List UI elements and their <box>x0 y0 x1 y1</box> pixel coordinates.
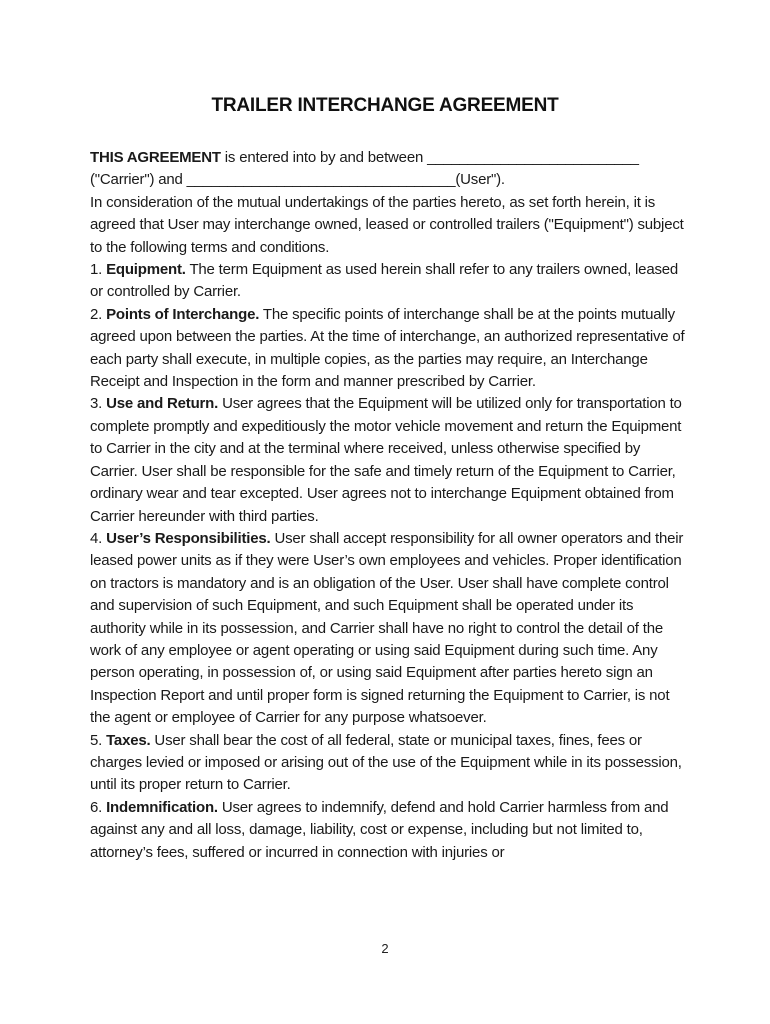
intro-paragraph <box>90 147 690 192</box>
section-users-responsibilities <box>90 528 690 730</box>
body-text: User shall bear the cost of all federal, state or municipal taxes, fines, fees or charges levied or imposed or arising out of the use of the Equipment while in its possession, until its proper return to Carrier. <box>90 731 682 794</box>
section-taxes <box>90 730 690 797</box>
user-name-blank[interactable]: _________________________________ <box>186 171 456 189</box>
section-heading: Use and Return. <box>106 395 219 413</box>
section-points-of-interchange <box>90 304 690 394</box>
consideration-paragraph <box>90 192 690 259</box>
section-number: 6. <box>90 798 107 816</box>
section-equipment <box>90 259 690 304</box>
body-text: User agrees to indemnify, defend and hold Carrier harmless from and against any and all loss, damage, liability, cost or expense, including but not limited to, attorney’s fees, suffered or incurred in connection with injuries or <box>90 798 669 861</box>
section-number: 3. <box>90 395 107 413</box>
section-number: 4. <box>90 529 107 547</box>
section-heading: User’s Responsibilities. <box>106 529 271 547</box>
page-number: 2 <box>381 941 389 956</box>
agreement-heading: THIS AGREEMENT <box>90 149 221 166</box>
section-number: 1. <box>90 261 107 279</box>
body-text: is entered into by and between <box>220 149 428 166</box>
body-text: The specific points of interchange shall be at the points mutually agreed upon between the parties. At the time of interchange, an authorized representative of each party shall execute, in multiple copies, as the parties may require, an Interchange Receipt and Inspection in the form and manner prescribed by Carrier. <box>90 305 685 391</box>
section-heading: Indemnification. <box>106 798 218 816</box>
section-number: 5. <box>90 731 107 749</box>
document-title: TRAILER INTERCHANGE AGREEMENT <box>211 95 559 116</box>
body-text: In consideration of the mutual undertakings of the parties hereto, as set forth herein, it is agreed that User may interchange owned, leased or controlled trailers ("Equipment") subject to the following terms and conditions. <box>90 193 684 256</box>
section-number: 2. <box>90 305 107 323</box>
body-text: ("Carrier") and <box>90 171 187 189</box>
section-indemnification <box>90 797 690 864</box>
body-text: The term Equipment as used herein shall refer to any trailers owned, leased or controlled by Carrier. <box>90 261 679 301</box>
body-text: User shall accept responsibility for all owner operators and their leased power units as if they were User’s own employees and vehicles. Proper identification on tractors is mandatory and is an obligation of the User. User shall have complete control and supervision of such Equipment, and such Equipment shall be operated under its authority while in its possession, and Carrier shall have no right to control the detail of the work of any employee or agent operating or using said Equipment during such time. Any person operating, in possession of, or using said Equipment after parties hereto sign an Inspection Report and until proper form is signed returning the Equipment to Carrier, is not the agent or employee of Carrier for any purpose whatsoever. <box>90 529 684 727</box>
body-text: User agrees that the Equipment will be utilized only for transportation to complete promptly and expeditiously the motor vehicle movement and return the Equipment to Carrier in the city and at the terminal where received, unless otherwise specified by Carrier. User shall be responsible for the safe and timely return of the Equipment to Carrier, ordinary wear and tear excepted. User agrees not to interchange Equipment obtained from Carrier hereunder with third parties. <box>90 395 682 525</box>
document-body <box>90 147 690 864</box>
section-use-and-return <box>90 393 690 527</box>
carrier-name-blank[interactable]: __________________________ <box>427 149 639 166</box>
section-heading: Taxes. <box>106 731 151 749</box>
body-text: (User"). <box>455 171 505 189</box>
section-heading: Equipment. <box>106 261 186 279</box>
section-heading: Points of Interchange. <box>106 305 260 323</box>
